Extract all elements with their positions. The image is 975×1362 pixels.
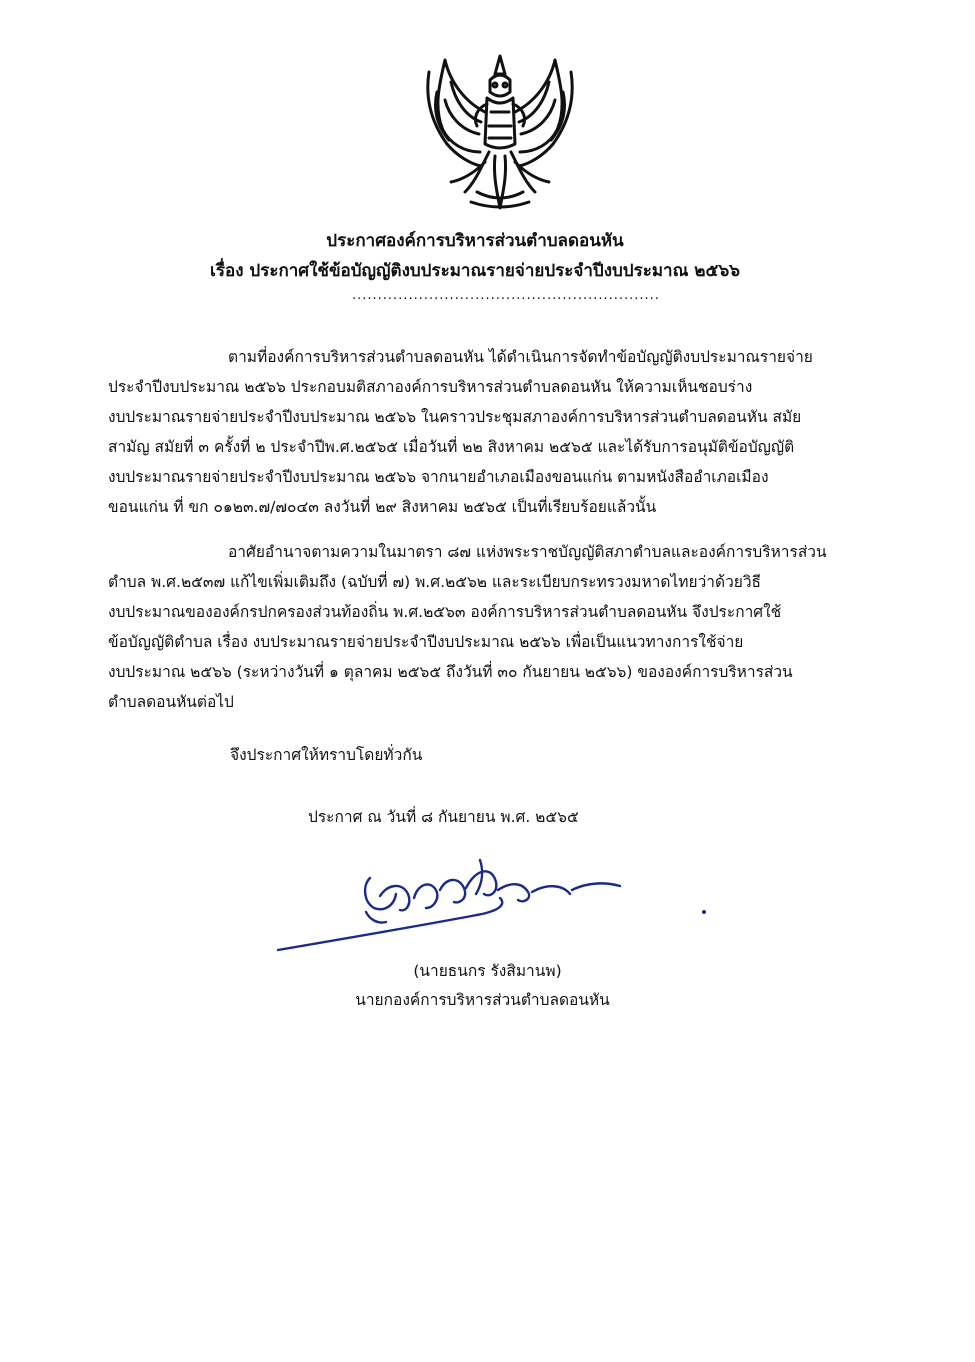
issue-date: ประกาศ ณ วันที่ ๘ กันยายน พ.ศ. ๒๕๖๕ <box>308 808 579 826</box>
paragraph-line: ตำบล พ.ศ.๒๕๓๗ แก้ไขเพิ่มเติมถึง (ฉบับที่ ๗) พ.ศ.๒๕๖๒ และระเบียบกระทรวงมหาดไทยว่าด้วยวิธี <box>108 573 762 591</box>
signer-title: นายกองค์การบริหารส่วนตำบลดอนหัน <box>355 991 610 1009</box>
announcement-issuer: ประกาศองค์การบริหารส่วนตำบลดอนหัน <box>326 231 624 251</box>
announcement-closing: จึงประกาศให้ทราบโดยทั่วกัน <box>230 746 423 764</box>
paragraph-line: ประจำปีงบประมาณ ๒๕๖๖ ประกอบมติสภาองค์การบริหารส่วนตำบลดอนหัน ให้ความเห็นชอบร่าง <box>108 378 753 396</box>
announcement-subject: เรื่อง ประกาศใช้ข้อบัญญัติงบประมาณรายจ่ายประจำปีงบประมาณ ๒๕๖๖ <box>210 261 740 281</box>
paragraph-line: อาศัยอำนาจตามความในมาตรา ๘๗ แห่งพระราชบัญญัติสภาตำบลและองค์การบริหารส่วน <box>228 543 827 561</box>
paragraph-line: ตามที่องค์การบริหารส่วนตำบลดอนหัน ได้ดำเนินการจัดทำข้อบัญญัติงบประมาณรายจ่าย <box>228 348 813 366</box>
dotted-divider: ............................................................ <box>352 288 660 303</box>
garuda-emblem-icon <box>415 52 585 212</box>
handwritten-signature <box>270 838 730 958</box>
paragraph-line: ข้อบัญญัติตำบล เรื่อง งบประมาณรายจ่ายประจำปีงบประมาณ ๒๕๖๖ เพื่อเป็นแนวทางการใช้จ่าย <box>108 633 744 651</box>
paragraph-line: ตำบลดอนหันต่อไป <box>108 693 234 711</box>
paragraph-line: งบประมาณ ๒๕๖๖ (ระหว่างวันที่ ๑ ตุลาคม ๒๕๖๕ ถึงวันที่ ๓๐ กันยายน ๒๕๖๖) ขององค์การบริหารส่วน <box>108 663 793 681</box>
paragraph-line: งบประมาณขององค์กรปกครองส่วนท้องถิ่น พ.ศ.๒๕๖๓ องค์การบริหารส่วนตำบลดอนหัน จึงประกาศใช้ <box>108 603 782 621</box>
body-paragraph-2 <box>108 537 850 717</box>
paragraph-line: สามัญ สมัยที่ ๓ ครั้งที่ ๒ ประจำปีพ.ศ.๒๕๖๕ เมื่อวันที่ ๒๒ สิงหาคม ๒๕๖๕ และได้รับการอนุมัติข้อบัญญัติ <box>108 438 795 456</box>
paragraph-line: งบประมาณรายจ่ายประจำปีงบประมาณ ๒๕๖๖ จากนายอำเภอเมืองขอนแก่น ตามหนังสืออำเภอเมือง <box>108 468 769 486</box>
signer-name: (นายธนกร รังสิมานพ) <box>413 962 562 980</box>
paragraph-line: ขอนแก่น ที่ ขก ๐๑๒๓.๗/๗๐๔๓ ลงวันที่ ๒๙ สิงหาคม ๒๕๖๕ เป็นที่เรียบร้อยแล้วนั้น <box>108 498 657 516</box>
body-paragraph-1 <box>108 342 850 522</box>
paragraph-line: งบประมาณรายจ่ายประจำปีงบประมาณ ๒๕๖๖ ในคราวประชุมสภาองค์การบริหารส่วนตำบลดอนหัน สมัย <box>108 408 802 426</box>
